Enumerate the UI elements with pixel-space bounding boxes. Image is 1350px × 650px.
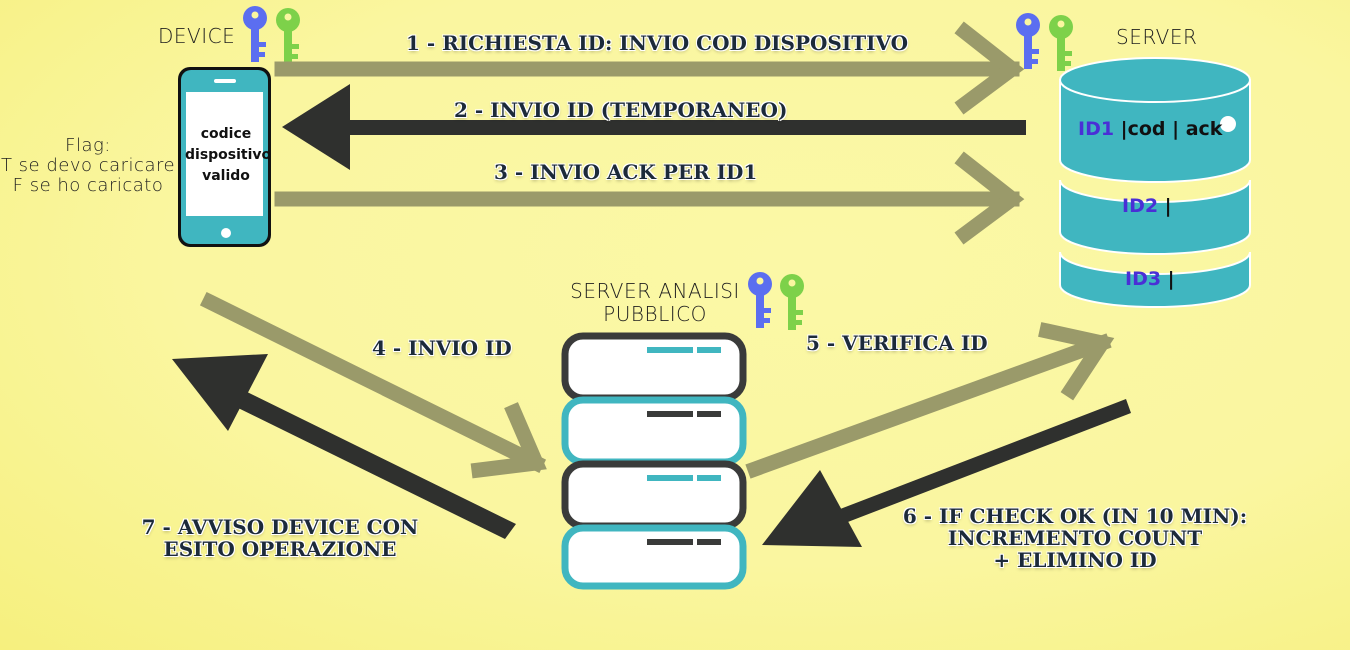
server-blue-key-icon: [1016, 13, 1040, 69]
server-title: SERVER: [1116, 25, 1198, 49]
db-row-1: [1078, 118, 1222, 140]
db-row-3: [1125, 268, 1175, 290]
device-green-key-icon: [276, 8, 300, 64]
phone-screen-line-1: codice: [200, 126, 252, 142]
phone-screen-line-3: valido: [202, 168, 250, 184]
step-6-line-3: + ELIMINO ID: [993, 548, 1157, 572]
analysis-blue-key-icon: [748, 272, 772, 328]
step-7-label: [120, 516, 440, 560]
db-row-2-id: ID2: [1122, 195, 1159, 217]
step-3-label: 3 - INVIO ACK PER ID1: [494, 160, 758, 184]
db-row-2-rest: |: [1158, 195, 1172, 217]
step-4-label: 4 - INVIO ID: [372, 336, 512, 360]
db-row-1-rest: |cod | ack: [1114, 118, 1223, 140]
step-1-label: 1 - RICHIESTA ID: INVIO COD DISPOSITIVO: [406, 31, 909, 55]
analysis-server-rack-icon: [565, 336, 743, 586]
arrow-step-7: [172, 354, 516, 539]
arrow-step-2: [282, 84, 1026, 170]
step-7-line-1: 7 - AVVISO DEVICE CON: [141, 515, 419, 539]
phone-screen-line-2: dispositivo: [185, 147, 272, 163]
db-row-3-rest: |: [1161, 268, 1175, 290]
step-7-line-2: ESITO OPERAZIONE: [163, 537, 397, 561]
phone-screen-text: [185, 124, 272, 187]
device-blue-key-icon: [243, 6, 267, 62]
analysis-title-line-1: SERVER ANALISI: [570, 279, 740, 303]
db-row-3-id: ID3: [1125, 268, 1162, 290]
device-title: DEVICE: [158, 24, 236, 48]
analysis-title-line-2: PUBBLICO: [603, 302, 707, 326]
step-6-line-2: INCREMENTO COUNT: [947, 526, 1203, 550]
analysis-server-title: [560, 280, 750, 326]
step-5-label: 5 - VERIFICA ID: [806, 331, 988, 355]
server-green-key-icon: [1049, 15, 1073, 71]
flag-note: [0, 136, 176, 196]
step-6-line-1: 6 - IF CHECK OK (IN 10 MIN):: [902, 504, 1248, 528]
flag-line-2: T se devo caricare: [0, 155, 176, 176]
analysis-green-key-icon: [780, 274, 804, 330]
arrow-step-4: [210, 302, 536, 470]
step-2-label: 2 - INVIO ID (TEMPORANEO): [454, 98, 788, 122]
db-row-1-id: ID1: [1078, 118, 1115, 140]
step-6-label: [890, 505, 1260, 571]
flag-line-1: Flag:: [65, 135, 111, 156]
flag-line-3: F se ho caricato: [12, 175, 164, 196]
db-row-2: [1122, 195, 1172, 217]
